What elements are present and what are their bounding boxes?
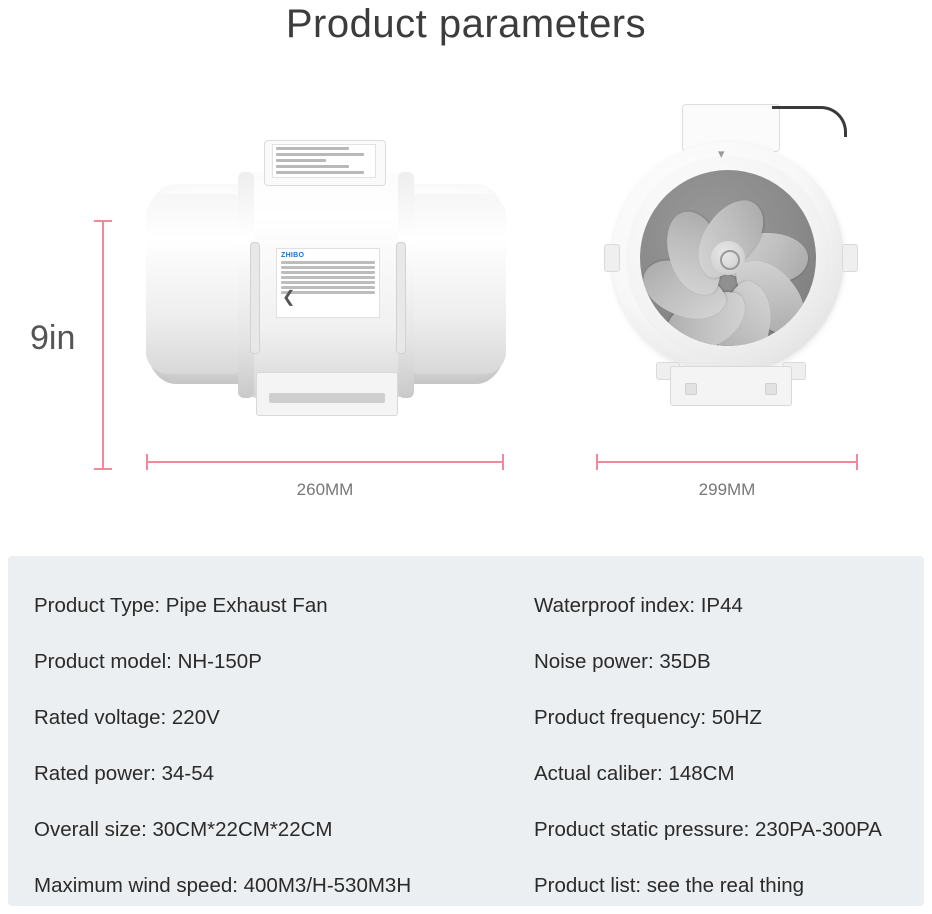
spec-cell: Maximum wind speed: 400M3/H-530M3H <box>34 874 412 897</box>
fan-hub <box>711 241 745 275</box>
spec-row <box>24 690 908 746</box>
spec-row <box>24 578 908 634</box>
right-width-dimension-line <box>596 454 858 470</box>
dimension-cap-bottom <box>94 468 112 470</box>
left-width-dimension-line <box>146 454 504 470</box>
spec-row <box>24 858 908 914</box>
fan-clip-right <box>842 244 858 272</box>
product-diagram-area <box>0 72 932 542</box>
spec-row <box>24 802 908 858</box>
spec-cell: Product model: NH-150P <box>34 650 262 673</box>
fan-mounting-foot <box>256 372 398 416</box>
fan-top-sticker <box>272 144 376 178</box>
fan-brand-text: ZHIBO <box>281 252 305 259</box>
fan-hub-mark-icon <box>720 250 740 270</box>
dimension-line-vertical <box>102 220 104 470</box>
fan-front-view-image <box>596 104 864 449</box>
spec-cell: Rated voltage: 220V <box>34 706 220 729</box>
fan-bracket-left <box>250 242 260 354</box>
fan-bracket-right <box>396 242 406 354</box>
spec-cell: Noise power: 35DB <box>534 650 711 673</box>
spec-cell: Overall size: 30CM*22CM*22CM <box>34 818 333 841</box>
page-title: Product parameters <box>285 2 647 46</box>
spec-row <box>24 746 908 802</box>
vertical-dimension-line <box>92 220 114 470</box>
spec-cell: Product Type: Pipe Exhaust Fan <box>34 594 328 617</box>
spec-row <box>24 634 908 690</box>
left-width-dimension-label: 260MM <box>296 480 354 499</box>
fan-clip-left <box>604 244 620 272</box>
spec-cell: Product frequency: 50HZ <box>534 706 762 729</box>
fan-front-mounting-foot <box>670 366 792 406</box>
spec-cell: Actual caliber: 148CM <box>534 762 735 785</box>
fan-direction-marker-icon: ▾ <box>718 146 725 161</box>
power-cable-icon <box>772 106 847 137</box>
spec-cell: Waterproof index: IP44 <box>534 594 743 617</box>
vertical-dimension-label: 9in <box>30 319 76 357</box>
right-width-dimension-label: 299MM <box>698 480 756 499</box>
fan-nameplate <box>276 248 380 318</box>
spec-cell: Product static pressure: 230PA-300PA <box>534 818 882 841</box>
fan-left-duct <box>146 194 242 374</box>
airflow-arrow-icon: ❮ <box>282 289 296 306</box>
spec-cell: Product list: see the real thing <box>534 874 805 897</box>
fan-impeller <box>640 170 816 346</box>
specifications-panel <box>8 556 924 906</box>
spec-cell: Rated power: 34-54 <box>34 762 215 785</box>
fan-right-duct <box>410 194 506 374</box>
specifications-grid <box>8 556 924 906</box>
fan-side-view-image <box>146 122 506 442</box>
